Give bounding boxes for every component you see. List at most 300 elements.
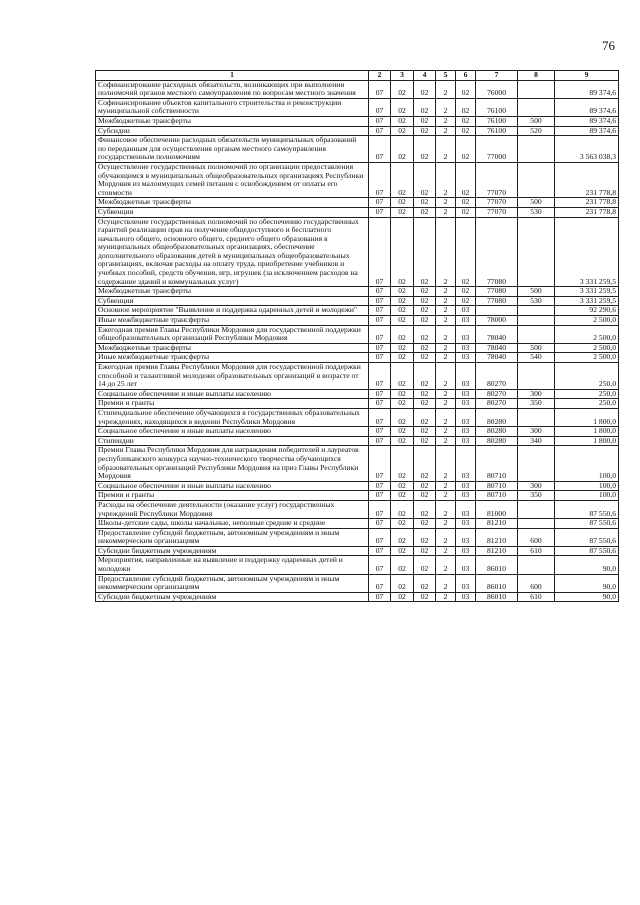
- code-cell: 2: [436, 353, 456, 363]
- code-cell: 07: [369, 546, 391, 556]
- code-cell: 02: [391, 325, 414, 343]
- table-row: [96, 500, 619, 518]
- code-cell: 02: [391, 446, 414, 481]
- row-name-cell: Социальное обеспечение и иные выплаты населению: [96, 481, 369, 491]
- code-cell: 03: [456, 363, 476, 390]
- code-cell: 03: [456, 556, 476, 574]
- code-cell: 02: [391, 343, 414, 353]
- code-cell: 02: [391, 592, 414, 602]
- column-header: 7: [476, 71, 518, 81]
- code-cell: 07: [369, 408, 391, 426]
- code-cell: 02: [414, 408, 436, 426]
- code-cell: 02: [414, 126, 436, 136]
- expense-type-cell: [518, 217, 555, 287]
- code-cell: 02: [456, 287, 476, 297]
- code-cell: 02: [414, 491, 436, 501]
- expense-type-cell: [518, 556, 555, 574]
- expense-type-cell: 530: [518, 207, 555, 217]
- code-cell: 07: [369, 217, 391, 287]
- table-row: [96, 546, 619, 556]
- code-cell: 2: [436, 343, 456, 353]
- code-cell: 02: [391, 116, 414, 126]
- amount-cell: 87 550,6: [555, 519, 619, 529]
- column-header: 2: [369, 71, 391, 81]
- code-cell: 03: [456, 592, 476, 602]
- row-name-cell: Социальное обеспечение и иные выплаты населению: [96, 389, 369, 399]
- code-cell: 02: [414, 116, 436, 126]
- code-cell: 02: [391, 296, 414, 306]
- code-cell: 02: [414, 80, 436, 98]
- row-name-cell: Осуществление государственных полномочий по организации предоставления обучающимся в муниципальных общеобразовательных организациях Республики Мордовия из малоимущих семей питания с освобождением от оплаты его стоимости: [96, 162, 369, 197]
- target-article-cell: 77070: [476, 162, 518, 197]
- code-cell: 2: [436, 306, 456, 316]
- code-cell: 2: [436, 446, 456, 481]
- amount-cell: 89 374,6: [555, 126, 619, 136]
- code-cell: 02: [456, 126, 476, 136]
- expense-type-cell: [518, 363, 555, 390]
- table-row: [96, 136, 619, 163]
- row-name-cell: Субвенции: [96, 207, 369, 217]
- code-cell: 02: [391, 399, 414, 409]
- table-row: [96, 363, 619, 390]
- target-article-cell: 86010: [476, 574, 518, 592]
- row-name-cell: Софинансирование объектов капитального строительства и реконструкции муниципальной собственности: [96, 98, 369, 116]
- code-cell: 07: [369, 446, 391, 481]
- code-cell: 02: [391, 136, 414, 163]
- row-name-cell: Ежегодная премия Главы Республики Мордовия для государственной поддержки общеобразовательных организаций Республики Мордовия: [96, 325, 369, 343]
- code-cell: 02: [456, 116, 476, 126]
- row-name-cell: Предоставление субсидий бюджетным, автономным учреждениям и иным некоммерческим организациям: [96, 574, 369, 592]
- code-cell: 02: [391, 556, 414, 574]
- code-cell: 07: [369, 80, 391, 98]
- code-cell: 07: [369, 436, 391, 446]
- code-cell: 07: [369, 162, 391, 197]
- expense-type-cell: 300: [518, 389, 555, 399]
- code-cell: 03: [456, 306, 476, 316]
- amount-cell: 250,0: [555, 363, 619, 390]
- code-cell: 02: [414, 316, 436, 326]
- code-cell: 02: [414, 296, 436, 306]
- target-article-cell: 80710: [476, 491, 518, 501]
- code-cell: 02: [414, 98, 436, 116]
- code-cell: 03: [456, 481, 476, 491]
- expense-type-cell: 500: [518, 116, 555, 126]
- code-cell: 03: [456, 500, 476, 518]
- amount-cell: 100,0: [555, 446, 619, 481]
- code-cell: 07: [369, 296, 391, 306]
- code-cell: 02: [391, 546, 414, 556]
- code-cell: 07: [369, 574, 391, 592]
- code-cell: 02: [391, 316, 414, 326]
- code-cell: 02: [414, 519, 436, 529]
- target-article-cell: 76000: [476, 80, 518, 98]
- amount-cell: 100,0: [555, 481, 619, 491]
- row-name-cell: Межбюджетные трансферты: [96, 116, 369, 126]
- expense-type-cell: [518, 500, 555, 518]
- code-cell: 07: [369, 353, 391, 363]
- column-header: 4: [414, 71, 436, 81]
- budget-table: [95, 70, 619, 602]
- code-cell: 2: [436, 198, 456, 208]
- code-cell: 02: [391, 126, 414, 136]
- amount-cell: 231 778,8: [555, 198, 619, 208]
- amount-cell: 1 800,0: [555, 427, 619, 437]
- code-cell: 02: [391, 436, 414, 446]
- code-cell: 2: [436, 136, 456, 163]
- code-cell: 02: [391, 528, 414, 546]
- target-article-cell: 76100: [476, 126, 518, 136]
- code-cell: 07: [369, 343, 391, 353]
- target-article-cell: 81210: [476, 528, 518, 546]
- code-cell: 07: [369, 198, 391, 208]
- column-header: 6: [456, 71, 476, 81]
- row-name-cell: Финансовое обеспечение расходных обязательств муниципальных образований по переданным для осуществления органам местного самоуправления государственным полномочиям: [96, 136, 369, 163]
- row-name-cell: Премии и гранты: [96, 491, 369, 501]
- code-cell: 2: [436, 207, 456, 217]
- code-cell: 2: [436, 316, 456, 326]
- amount-cell: 250,0: [555, 389, 619, 399]
- row-name-cell: Осуществление государственных полномочий по обеспечению государственных гарантий реализации прав на получение общедоступного и бесплатного начального общего, основного общего, среднего общего образования в муниципальных общеобразовательных организациях, обеспечение дополнительного образования детей в муниципальных общеобразовательных организациях, включая расходы на оплату труда, приобретение учебников и учебных пособий, средств обучения, игр, игрушек (за исключением расходов на содержание зданий и коммунальных услуг): [96, 217, 369, 287]
- code-cell: 02: [456, 207, 476, 217]
- code-cell: 07: [369, 519, 391, 529]
- table-row: [96, 519, 619, 529]
- target-article-cell: 80270: [476, 389, 518, 399]
- target-article-cell: [476, 306, 518, 316]
- table-row: [96, 353, 619, 363]
- table-row: [96, 343, 619, 353]
- code-cell: 02: [414, 207, 436, 217]
- amount-cell: 90,0: [555, 592, 619, 602]
- code-cell: 02: [414, 546, 436, 556]
- code-cell: 2: [436, 592, 456, 602]
- table-row: [96, 592, 619, 602]
- expense-type-cell: 600: [518, 574, 555, 592]
- code-cell: 02: [414, 287, 436, 297]
- code-cell: 02: [414, 198, 436, 208]
- code-cell: 03: [456, 325, 476, 343]
- code-cell: 02: [414, 306, 436, 316]
- row-name-cell: Софинансирование расходных обязательств, возникающих при выполнении полномочий органов местного самоуправления по вопросам местного значения: [96, 80, 369, 98]
- amount-cell: 250,0: [555, 399, 619, 409]
- amount-cell: 90,0: [555, 556, 619, 574]
- code-cell: 2: [436, 427, 456, 437]
- header-row: [96, 71, 619, 81]
- expense-type-cell: 340: [518, 436, 555, 446]
- row-name-cell: Основное мероприятие "Выявление и поддержка одаренных детей и молодежи": [96, 306, 369, 316]
- table-row: [96, 556, 619, 574]
- amount-cell: 2 500,0: [555, 316, 619, 326]
- code-cell: 02: [391, 481, 414, 491]
- code-cell: 07: [369, 287, 391, 297]
- code-cell: 02: [414, 399, 436, 409]
- code-cell: 07: [369, 389, 391, 399]
- row-name-cell: Субсидии бюджетным учреждениям: [96, 546, 369, 556]
- expense-type-cell: [518, 446, 555, 481]
- code-cell: 2: [436, 217, 456, 287]
- code-cell: 02: [391, 574, 414, 592]
- code-cell: 07: [369, 207, 391, 217]
- code-cell: 07: [369, 556, 391, 574]
- code-cell: 02: [391, 363, 414, 390]
- code-cell: 2: [436, 546, 456, 556]
- code-cell: 03: [456, 389, 476, 399]
- row-name-cell: Межбюджетные трансферты: [96, 198, 369, 208]
- row-name-cell: Субвенции: [96, 296, 369, 306]
- code-cell: 03: [456, 316, 476, 326]
- table-row: [96, 528, 619, 546]
- code-cell: 02: [391, 80, 414, 98]
- target-article-cell: 78040: [476, 353, 518, 363]
- expense-type-cell: 500: [518, 287, 555, 297]
- amount-cell: 3 331 259,5: [555, 287, 619, 297]
- code-cell: 07: [369, 481, 391, 491]
- row-name-cell: Предоставление субсидий бюджетным, автономным учреждениям и иным некоммерческим организациям: [96, 528, 369, 546]
- expense-type-cell: [518, 325, 555, 343]
- code-cell: 02: [414, 162, 436, 197]
- code-cell: 02: [456, 80, 476, 98]
- table-row: [96, 116, 619, 126]
- column-header: 1: [96, 71, 369, 81]
- code-cell: 02: [391, 500, 414, 518]
- row-name-cell: Межбюджетные трансферты: [96, 343, 369, 353]
- code-cell: 02: [414, 500, 436, 518]
- target-article-cell: 78040: [476, 343, 518, 353]
- amount-cell: 1 800,0: [555, 436, 619, 446]
- code-cell: 2: [436, 574, 456, 592]
- code-cell: 07: [369, 363, 391, 390]
- target-article-cell: 77080: [476, 287, 518, 297]
- expense-type-cell: 500: [518, 343, 555, 353]
- expense-type-cell: 300: [518, 427, 555, 437]
- code-cell: 02: [414, 325, 436, 343]
- code-cell: 02: [391, 162, 414, 197]
- amount-cell: 2 500,0: [555, 343, 619, 353]
- row-name-cell: Иные межбюджетные трансферты: [96, 353, 369, 363]
- amount-cell: 100,0: [555, 491, 619, 501]
- row-name-cell: Межбюджетные трансферты: [96, 287, 369, 297]
- code-cell: 07: [369, 126, 391, 136]
- code-cell: 02: [456, 98, 476, 116]
- expense-type-cell: 530: [518, 296, 555, 306]
- table-row: [96, 325, 619, 343]
- expense-type-cell: [518, 162, 555, 197]
- table-row: [96, 207, 619, 217]
- amount-cell: 1 800,0: [555, 408, 619, 426]
- amount-cell: 89 374,6: [555, 116, 619, 126]
- target-article-cell: 81210: [476, 519, 518, 529]
- amount-cell: 2 500,0: [555, 325, 619, 343]
- table-row: [96, 436, 619, 446]
- code-cell: 2: [436, 80, 456, 98]
- code-cell: 2: [436, 519, 456, 529]
- code-cell: 03: [456, 446, 476, 481]
- amount-cell: 92 290,6: [555, 306, 619, 316]
- code-cell: 02: [391, 98, 414, 116]
- code-cell: 02: [391, 207, 414, 217]
- target-article-cell: 80280: [476, 427, 518, 437]
- code-cell: 03: [456, 519, 476, 529]
- code-cell: 02: [414, 389, 436, 399]
- code-cell: 03: [456, 427, 476, 437]
- code-cell: 02: [391, 217, 414, 287]
- table-body: [96, 71, 619, 602]
- code-cell: 02: [391, 427, 414, 437]
- code-cell: 02: [414, 574, 436, 592]
- table-row: [96, 574, 619, 592]
- expense-type-cell: 350: [518, 491, 555, 501]
- code-cell: 02: [456, 162, 476, 197]
- table-row: [96, 427, 619, 437]
- table-row: [96, 446, 619, 481]
- code-cell: 07: [369, 116, 391, 126]
- code-cell: 02: [414, 363, 436, 390]
- table-row: [96, 399, 619, 409]
- amount-cell: 87 550,6: [555, 546, 619, 556]
- expense-type-cell: 300: [518, 481, 555, 491]
- target-article-cell: 77000: [476, 136, 518, 163]
- code-cell: 07: [369, 528, 391, 546]
- target-article-cell: 80280: [476, 408, 518, 426]
- expense-type-cell: [518, 316, 555, 326]
- code-cell: 2: [436, 481, 456, 491]
- code-cell: 02: [456, 198, 476, 208]
- row-name-cell: Ежегодная премия Главы Республики Мордовия для государственной поддержки способной и талантливой молодежи образовательных организаций в возрасте от 14 до 25 лет: [96, 363, 369, 390]
- code-cell: 03: [456, 399, 476, 409]
- table-row: [96, 491, 619, 501]
- code-cell: 2: [436, 436, 456, 446]
- target-article-cell: 80270: [476, 363, 518, 390]
- code-cell: 07: [369, 98, 391, 116]
- code-cell: 02: [391, 519, 414, 529]
- target-article-cell: 80270: [476, 399, 518, 409]
- code-cell: 07: [369, 316, 391, 326]
- code-cell: 02: [414, 446, 436, 481]
- code-cell: 07: [369, 427, 391, 437]
- target-article-cell: 77080: [476, 296, 518, 306]
- code-cell: 2: [436, 126, 456, 136]
- expense-type-cell: 540: [518, 353, 555, 363]
- code-cell: 2: [436, 296, 456, 306]
- row-name-cell: Премии Главы Республики Мордовия для награждения победителей и лауреатов республиканского конкурса научно-технического творчества обучающихся образовательных организаций Республики Мордовия на приз Главы Республики Мордовия: [96, 446, 369, 481]
- table-row: [96, 126, 619, 136]
- amount-cell: 89 374,6: [555, 80, 619, 98]
- column-header: 3: [391, 71, 414, 81]
- amount-cell: 3 563 038,3: [555, 136, 619, 163]
- code-cell: 03: [456, 436, 476, 446]
- row-name-cell: Премии и гранты: [96, 399, 369, 409]
- row-name-cell: Школы-детские сады, школы начальные, неполные средние и средние: [96, 519, 369, 529]
- target-article-cell: 80710: [476, 446, 518, 481]
- row-name-cell: Стипендии: [96, 436, 369, 446]
- code-cell: 03: [456, 574, 476, 592]
- target-article-cell: 80710: [476, 481, 518, 491]
- code-cell: 02: [414, 481, 436, 491]
- column-header: 9: [555, 71, 619, 81]
- code-cell: 02: [414, 556, 436, 574]
- amount-cell: 90,0: [555, 574, 619, 592]
- code-cell: 2: [436, 98, 456, 116]
- code-cell: 07: [369, 306, 391, 316]
- amount-cell: 3 331 259,5: [555, 296, 619, 306]
- code-cell: 02: [414, 136, 436, 163]
- code-cell: 02: [414, 436, 436, 446]
- column-header: 5: [436, 71, 456, 81]
- table-row: [96, 296, 619, 306]
- code-cell: 02: [456, 136, 476, 163]
- row-name-cell: Субсидии бюджетным учреждениям: [96, 592, 369, 602]
- code-cell: 03: [456, 343, 476, 353]
- code-cell: 07: [369, 136, 391, 163]
- table-row: [96, 316, 619, 326]
- code-cell: 2: [436, 399, 456, 409]
- code-cell: 02: [391, 353, 414, 363]
- code-cell: 02: [414, 353, 436, 363]
- code-cell: 07: [369, 592, 391, 602]
- code-cell: 03: [456, 546, 476, 556]
- amount-cell: 231 778,8: [555, 207, 619, 217]
- column-header: 8: [518, 71, 555, 81]
- target-article-cell: 78040: [476, 325, 518, 343]
- code-cell: 03: [456, 353, 476, 363]
- row-name-cell: Расходы на обеспечение деятельности (оказание услуг) государственных учреждений Республики Мордовия: [96, 500, 369, 518]
- amount-cell: 3 331 259,5: [555, 217, 619, 287]
- expense-type-cell: 350: [518, 399, 555, 409]
- table-row: [96, 80, 619, 98]
- code-cell: 2: [436, 287, 456, 297]
- target-article-cell: 86010: [476, 556, 518, 574]
- amount-cell: 87 550,6: [555, 528, 619, 546]
- target-article-cell: 86010: [476, 592, 518, 602]
- code-cell: 07: [369, 399, 391, 409]
- code-cell: 02: [414, 427, 436, 437]
- expense-type-cell: 520: [518, 126, 555, 136]
- code-cell: 02: [391, 306, 414, 316]
- table-row: [96, 98, 619, 116]
- code-cell: 02: [414, 592, 436, 602]
- row-name-cell: Мероприятия, направленные на выявление и поддержку одаренных детей и молодежи: [96, 556, 369, 574]
- target-article-cell: 80280: [476, 436, 518, 446]
- code-cell: 2: [436, 325, 456, 343]
- expense-type-cell: 610: [518, 546, 555, 556]
- target-article-cell: 81210: [476, 546, 518, 556]
- expense-type-cell: [518, 306, 555, 316]
- table-row: [96, 306, 619, 316]
- amount-cell: 2 500,0: [555, 353, 619, 363]
- row-name-cell: Стипендиальное обеспечение обучающихся в государственных образовательных учреждениях, находящихся в ведении Республики Мордовия: [96, 408, 369, 426]
- target-article-cell: 76100: [476, 116, 518, 126]
- code-cell: 02: [391, 198, 414, 208]
- expense-type-cell: [518, 408, 555, 426]
- target-article-cell: 77080: [476, 217, 518, 287]
- code-cell: 2: [436, 162, 456, 197]
- expense-type-cell: [518, 80, 555, 98]
- code-cell: 07: [369, 500, 391, 518]
- code-cell: 02: [391, 389, 414, 399]
- code-cell: 2: [436, 363, 456, 390]
- target-article-cell: 77070: [476, 198, 518, 208]
- target-article-cell: 77070: [476, 207, 518, 217]
- amount-cell: 87 550,6: [555, 500, 619, 518]
- code-cell: 02: [391, 408, 414, 426]
- table-row: [96, 217, 619, 287]
- code-cell: 02: [391, 287, 414, 297]
- target-article-cell: 78000: [476, 316, 518, 326]
- code-cell: 02: [391, 491, 414, 501]
- code-cell: 02: [414, 343, 436, 353]
- table-row: [96, 408, 619, 426]
- code-cell: 07: [369, 491, 391, 501]
- code-cell: 03: [456, 491, 476, 501]
